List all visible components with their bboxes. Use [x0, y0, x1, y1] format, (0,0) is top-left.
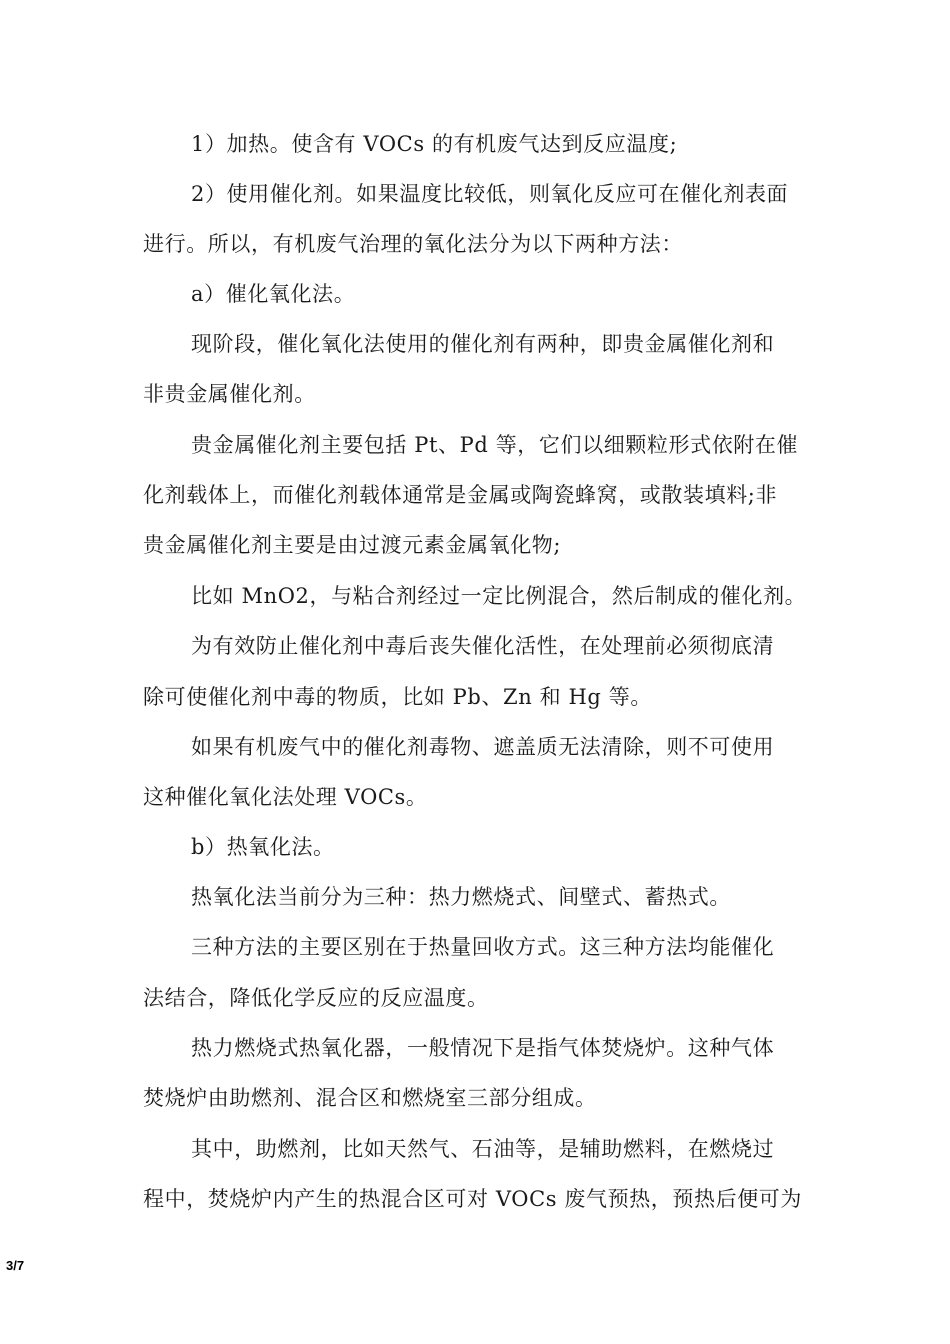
paragraph-line: 热力燃烧式热氧化器，一般情况下是指气体焚烧炉。这种气体 [191, 1036, 775, 1060]
paragraph-line: 这种催化氧化法处理 VOCs。 [143, 785, 428, 809]
paragraph-line: a）催化氧化法。 [191, 282, 356, 306]
paragraph-line: 贵金属催化剂主要是由过渡元素金属氧化物; [143, 533, 562, 557]
paragraph-line: 程中，焚烧炉内产生的热混合区可对 VOCs 废气预热，预热后便可为 [143, 1187, 803, 1211]
paragraph-line: 现阶段，催化氧化法使用的催化剂有两种，即贵金属催化剂和 [191, 332, 775, 356]
paragraph-line: 三种方法的主要区别在于热量回收方式。这三种方法均能催化 [191, 935, 775, 959]
paragraph-line: 非贵金属催化剂。 [143, 382, 316, 406]
paragraph-line: 化剂载体上，而催化剂载体通常是金属或陶瓷蜂窝，或散装填料;非 [143, 483, 778, 507]
page-number: 3/7 [6, 1258, 25, 1273]
paragraph-line: 比如 MnO2，与粘合剂经过一定比例混合，然后制成的催化剂。 [191, 584, 807, 608]
paragraph-line: 进行。所以，有机废气治理的氧化法分为以下两种方法： [143, 232, 683, 256]
paragraph-line: 其中，助燃剂，比如天然气、石油等，是辅助燃料，在燃烧过 [191, 1137, 775, 1161]
paragraph-line: 1）加热。使含有 VOCs 的有机废气达到反应温度; [191, 132, 678, 156]
paragraph-line: 法结合，降低化学反应的反应温度。 [143, 986, 489, 1010]
paragraph-line: 焚烧炉由助燃剂、混合区和燃烧室三部分组成。 [143, 1086, 597, 1110]
paragraph-line: 热氧化法当前分为三种：热力燃烧式、间壁式、蓄热式。 [191, 885, 731, 909]
paragraph-line: 2）使用催化剂。如果温度比较低，则氧化反应可在催化剂表面 [191, 182, 789, 206]
paragraph-line: 为有效防止催化剂中毒后丧失催化活性，在处理前必须彻底清 [191, 634, 775, 658]
paragraph-line: b）热氧化法。 [191, 835, 335, 859]
paragraph-line: 如果有机废气中的催化剂毒物、遮盖质无法清除，则不可使用 [191, 735, 775, 759]
paragraph-line: 除可使催化剂中毒的物质，比如 Pb、Zn 和 Hg 等。 [143, 685, 652, 709]
paragraph-line: 贵金属催化剂主要包括 Pt、Pd 等，它们以细颗粒形式依附在催 [191, 433, 799, 457]
